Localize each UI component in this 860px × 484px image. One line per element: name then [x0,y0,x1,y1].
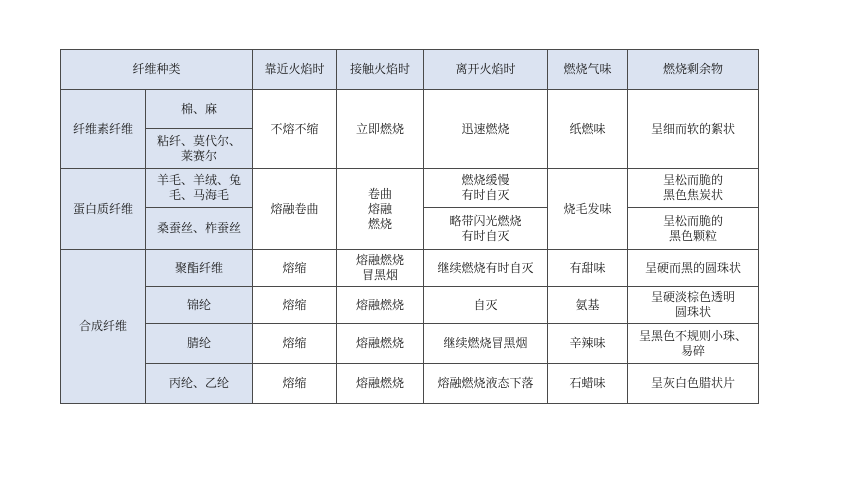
smell-cell: 烧毛发味 [548,169,628,250]
smell-cell: 有甜味 [548,250,628,287]
header-row [61,50,759,90]
table-row [61,287,759,324]
category-synthetic: 合成纤维 [61,250,146,404]
leave-flame-cell: 燃烧缓慢 有时自灭 [424,169,548,208]
near-flame-cell: 熔缩 [253,287,337,324]
fiber-name: 桑蚕丝、柞蚕丝 [146,208,253,250]
table-row [61,364,759,404]
smell-cell: 氨基 [548,287,628,324]
residue-cell: 呈细而软的絮状 [628,90,759,169]
table-row [61,324,759,364]
fiber-name: 锦纶 [146,287,253,324]
leave-flame-cell: 略带闪光燃烧 有时自灭 [424,208,548,250]
residue-cell: 呈硬淡棕色透明 圆珠状 [628,287,759,324]
residue-cell: 呈松而脆的 黑色焦炭状 [628,169,759,208]
near-flame-cell: 熔缩 [253,250,337,287]
header-leave-flame: 离开火焰时 [424,50,548,90]
header-fiber-type: 纤维种类 [61,50,253,90]
smell-cell: 石蜡味 [548,364,628,404]
residue-cell: 呈硬而黑的圆珠状 [628,250,759,287]
leave-flame-cell: 迅速燃烧 [424,90,548,169]
near-flame-cell: 不熔不缩 [253,90,337,169]
residue-cell: 呈松而脆的 黑色颗粒 [628,208,759,250]
category-cellulose: 纤维素纤维 [61,90,146,169]
fiber-burning-table [60,49,759,404]
header-near-flame: 靠近火焰时 [253,50,337,90]
table-row [61,250,759,287]
contact-flame-cell: 熔融燃烧 冒黑烟 [337,250,424,287]
fiber-name: 粘纤、莫代尔、 莱赛尔 [146,129,253,169]
fiber-name: 聚酯纤维 [146,250,253,287]
leave-flame-cell: 继续燃烧冒黑烟 [424,324,548,364]
fiber-name: 丙纶、乙纶 [146,364,253,404]
contact-flame-cell: 熔融燃烧 [337,324,424,364]
contact-flame-cell: 立即燃烧 [337,90,424,169]
smell-cell: 辛辣味 [548,324,628,364]
fiber-name: 棉、麻 [146,90,253,129]
header-smell: 燃烧气味 [548,50,628,90]
table-row [61,90,759,129]
near-flame-cell: 熔缩 [253,364,337,404]
header-contact-flame: 接触火焰时 [337,50,424,90]
leave-flame-cell: 继续燃烧有时自灭 [424,250,548,287]
table-row [61,169,759,208]
contact-flame-cell: 熔融燃烧 [337,287,424,324]
fiber-name: 羊毛、羊绒、兔 毛、马海毛 [146,169,253,208]
fiber-name: 腈纶 [146,324,253,364]
residue-cell: 呈黑色不规则小珠、 易碎 [628,324,759,364]
leave-flame-cell: 自灭 [424,287,548,324]
leave-flame-cell: 熔融燃烧液态下落 [424,364,548,404]
residue-cell: 呈灰白色腊状片 [628,364,759,404]
header-residue: 燃烧剩余物 [628,50,759,90]
near-flame-cell: 熔融卷曲 [253,169,337,250]
smell-cell: 纸燃味 [548,90,628,169]
contact-flame-cell: 卷曲 熔融 燃烧 [337,169,424,250]
contact-flame-cell: 熔融燃烧 [337,364,424,404]
near-flame-cell: 熔缩 [253,324,337,364]
category-protein: 蛋白质纤维 [61,169,146,250]
